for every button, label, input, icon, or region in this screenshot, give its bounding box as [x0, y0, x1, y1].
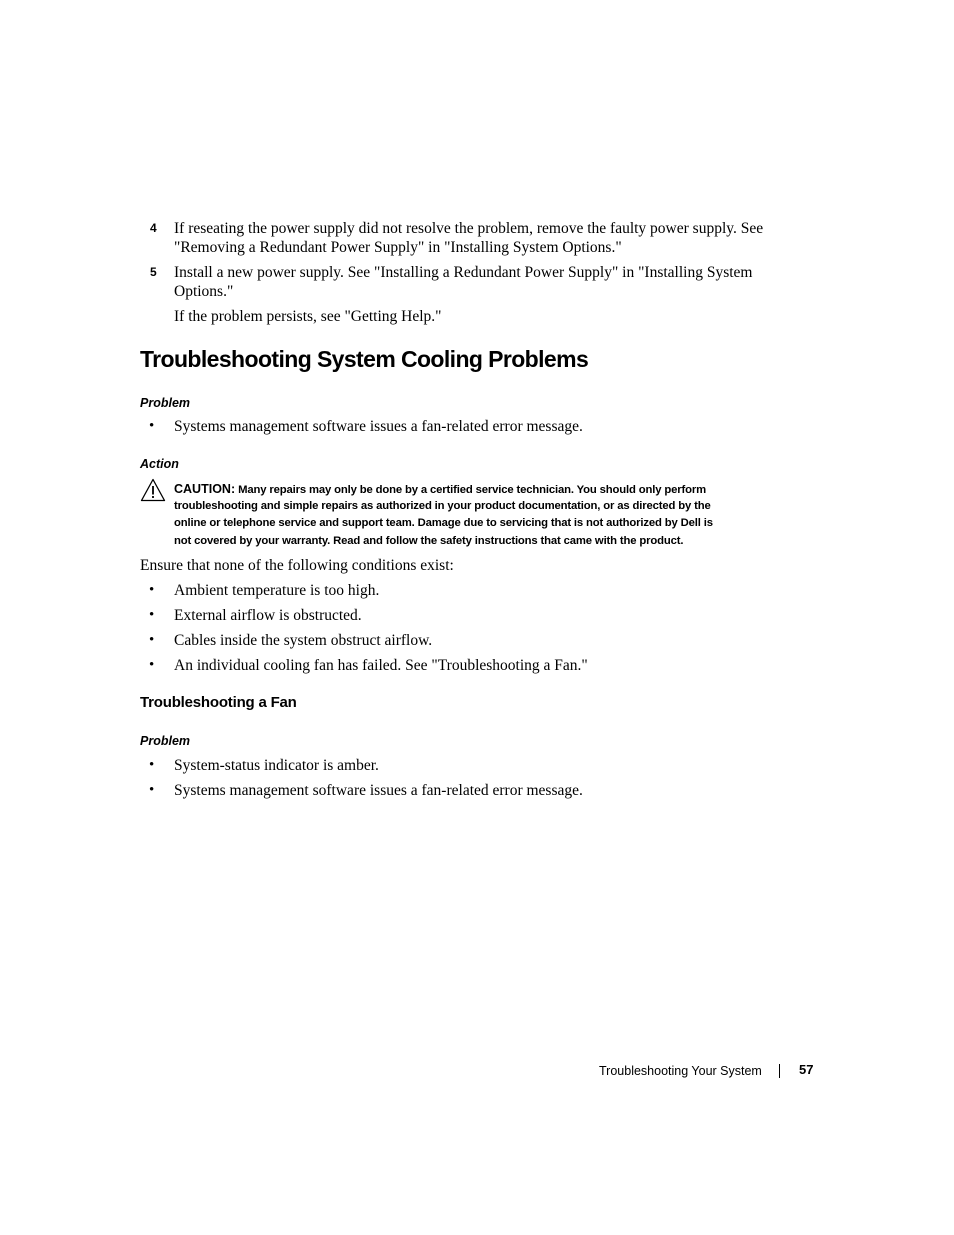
bullet: •: [149, 607, 155, 623]
step-number: 4: [150, 221, 157, 235]
step-text-line: Options.": [174, 283, 234, 300]
problem-item: Systems management software issues a fan-related error message.: [174, 782, 583, 799]
caution-line: troubleshooting and simple repairs as authorized in your product documentation, or as directed by the: [174, 500, 711, 512]
problem-label: Problem: [140, 734, 191, 748]
bullet: •: [149, 782, 155, 798]
subsection-title: Troubleshooting a Fan: [140, 694, 297, 711]
caution-label: CAUTION:: [174, 482, 236, 496]
caution-line: online or telephone service and support team. Damage due to servicing that is not authorized by Dell is: [174, 517, 713, 529]
bullet: •: [149, 632, 155, 648]
condition-item: Cables inside the system obstruct airflow.: [174, 632, 433, 649]
step-text-line: If reseating the power supply did not resolve the problem, remove the faulty power supply. See: [174, 220, 764, 237]
step-number: 5: [150, 265, 157, 279]
condition-item: External airflow is obstructed.: [174, 607, 362, 624]
condition-item: An individual cooling fan has failed. See "Troubleshooting a Fan.": [174, 657, 588, 674]
problem-label: Problem: [140, 396, 191, 410]
caution-line: not covered by your warranty. Read and follow the safety instructions that came with the product.: [174, 535, 684, 547]
footer-separator: [779, 1064, 780, 1078]
action-label: Action: [140, 457, 179, 471]
bullet: •: [149, 582, 155, 598]
bullet: •: [149, 657, 155, 673]
section-title: Troubleshooting System Cooling Problems: [140, 346, 589, 372]
bullet: •: [149, 418, 155, 434]
conditions-intro: Ensure that none of the following conditions exist:: [140, 557, 454, 574]
caution-text: Many repairs may only be done by a certified service technician. You should only perform: [238, 484, 707, 496]
footer-chapter: Troubleshooting Your System: [599, 1064, 762, 1078]
bullet: •: [149, 757, 155, 773]
step-text-line: Install a new power supply. See "Installing a Redundant Power Supply" in "Installing System: [174, 264, 753, 281]
warning-triangle-icon: [140, 478, 166, 502]
problem-item: Systems management software issues a fan-related error message.: [174, 418, 583, 435]
caution-line: [174, 481, 706, 499]
condition-item: Ambient temperature is too high.: [174, 582, 380, 599]
problem-item: System-status indicator is amber.: [174, 757, 379, 774]
persist-note: If the problem persists, see "Getting Help.": [174, 308, 442, 325]
step-text-line: "Removing a Redundant Power Supply" in "Installing System Options.": [174, 239, 622, 256]
page-number: 57: [799, 1062, 814, 1077]
